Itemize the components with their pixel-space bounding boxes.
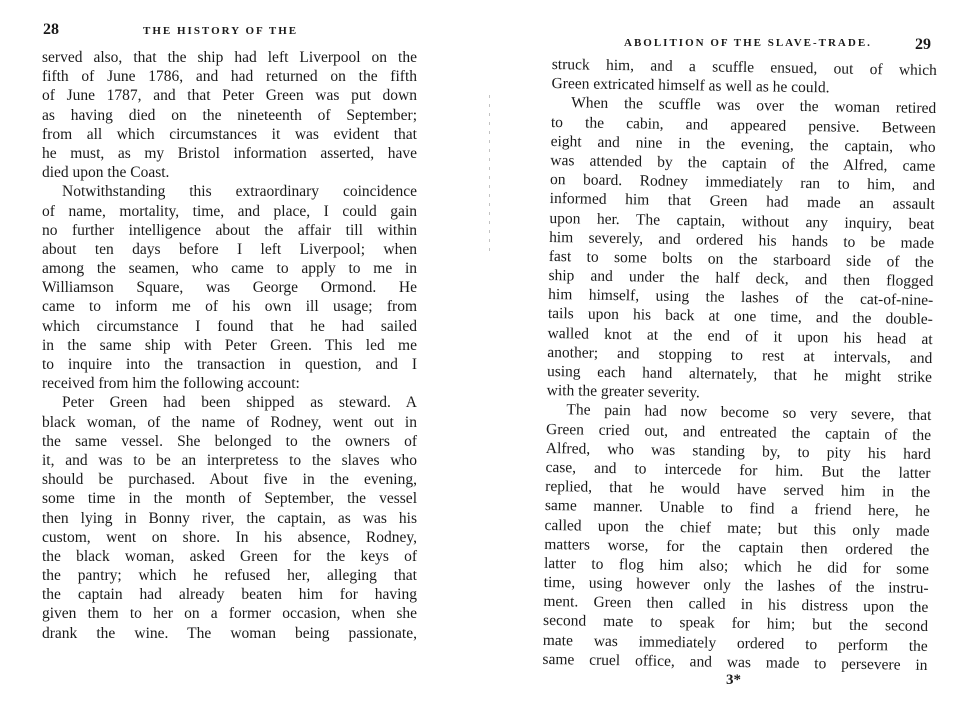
text-line: informed him that Green had made an assault <box>549 190 935 214</box>
text-line: the black woman, asked Green for the keys of <box>42 547 417 565</box>
text-line: case, and to intercede for him. But the latter <box>545 458 931 482</box>
text-line: struck him, and a scuffle ensued, out of which <box>551 55 937 80</box>
text-line: from all which circumstances it was evident that <box>42 125 417 143</box>
text-line: no further intelligence about the affair till within <box>42 221 417 239</box>
right-body-text <box>542 55 937 675</box>
text-line: same cruel office, and was made to persevere in <box>542 650 928 674</box>
text-line: upon her. The captain, without any inquiry, beat <box>549 209 935 233</box>
text-line: some time in the month of September, the vessel <box>42 490 417 508</box>
text-line: Peter Green had been shipped as steward. A <box>62 394 417 412</box>
text-line: then lying in Bonny river, the captain, as was his <box>42 509 417 527</box>
text-line: eight and nine in the evening, the captain, who <box>550 132 936 156</box>
text-line: drank the wine. The woman being passionate, <box>42 624 417 642</box>
text-line: called upon the chief mate; but this only made <box>544 516 930 540</box>
text-line: fifth of June 1786, and had returned on the fifth <box>42 68 417 86</box>
text-line: the same vessel. She belonged to the owners of <box>42 432 417 450</box>
text-line: Alfred, who was standing by, to pity his hard <box>545 439 931 463</box>
text-line: which circumstance I found that he had sailed <box>42 317 417 335</box>
text-line: of June 1787, and that Peter Green was put down <box>42 87 417 105</box>
text-line: black woman, of the name of Rodney, went out in <box>42 413 417 431</box>
text-line: came to inform me of his own ill usage; from <box>42 298 417 316</box>
text-line: mate was immediately ordered to perform the <box>542 631 928 655</box>
text-line: with the greater severity. <box>546 382 700 402</box>
text-line: time, using however only the lashes of the instru- <box>543 573 929 598</box>
left-running-head: THE HISTORY OF THE <box>143 25 299 37</box>
text-line: ment. Green then called in his distress upon the <box>543 593 929 617</box>
left-page-number: 28 <box>43 21 59 38</box>
signature-mark: 3* <box>726 672 741 688</box>
text-line: the pantry; which he refused her, alleging that <box>42 567 417 585</box>
text-line: custom, went on shore. In his absence, Rodney, <box>42 528 417 546</box>
right-page <box>490 0 980 725</box>
text-line: When the scuffle was over the woman retired <box>571 94 937 118</box>
text-line: was attended by the captain of the Alfred, came <box>550 151 936 175</box>
text-line: to the cabin, and appeared pensive. Between <box>550 113 937 137</box>
text-line: replied, that he would have served him in the <box>545 478 931 502</box>
text-line: walled knot at the end of it upon his head at <box>547 324 933 348</box>
text-line: Green extricated himself as well as he could. <box>551 75 830 97</box>
text-line: him himself, using the lashes of the cat-of-nine- <box>548 286 934 310</box>
text-line: matters worse, for the captain then ordered the <box>544 535 930 559</box>
text-line: as having died on the nineteenth of September; <box>42 106 417 124</box>
right-running-head: ABOLITION OF THE SLAVE-TRADE. <box>624 37 872 49</box>
text-line: given them to her on a former occasion, when she <box>42 605 417 623</box>
text-line: served also, that the ship had left Liverpool on the <box>42 49 417 66</box>
text-line: it, and was to be an interpretess to the slaves who <box>42 451 417 469</box>
text-line: tails upon his back at one time, and the double- <box>547 305 934 329</box>
left-body-text <box>42 48 417 643</box>
text-line: him severely, and ordered his hands to be made <box>549 228 935 252</box>
text-line: on board. Rodney immediately ran to him, and <box>549 171 936 195</box>
text-line: second mate to speak for him; but the second <box>542 612 929 636</box>
text-line: fast to some bolts on the starboard side of the <box>548 247 934 271</box>
text-line: died upon the Coast. <box>42 164 170 182</box>
text-line: among the seamen, who came to apply to me in <box>42 260 417 278</box>
text-line: of name, mortality, time, and place, I could gain <box>42 202 417 220</box>
text-line: to inquire into the transaction in question, and I <box>42 356 417 373</box>
text-line: latter to flog him also; which he did for some <box>543 554 930 578</box>
text-line: same manner. Unable to find a friend here, he <box>544 497 931 521</box>
text-line: Notwithstanding this extraordinary coincidence <box>62 183 417 201</box>
text-line: should be purchased. About five in the evening, <box>42 471 417 489</box>
text-line: The pain had now become so very severe, that <box>566 401 932 425</box>
text-line: received from him the following account: <box>42 375 300 393</box>
text-line: Williamson Square, was George Ormond. He <box>42 279 417 297</box>
text-line: Green cried out, and entreated the captain of the <box>545 420 932 444</box>
text-line: using each hand alternately, that he might strike <box>546 362 933 387</box>
text-line: about ten days before I left Liverpool; when <box>42 240 417 258</box>
text-line: another; and stopping to rest at intervals, and <box>547 343 933 367</box>
text-line: the captain had already beaten him for having <box>42 586 417 604</box>
text-line: he must, as my Bristol information asserted, have <box>42 144 417 162</box>
text-line: in the same ship with Peter Green. This led me <box>42 336 417 354</box>
right-page-number: 29 <box>915 36 931 53</box>
text-line: ship and under the half deck, and then flogged <box>548 267 934 291</box>
